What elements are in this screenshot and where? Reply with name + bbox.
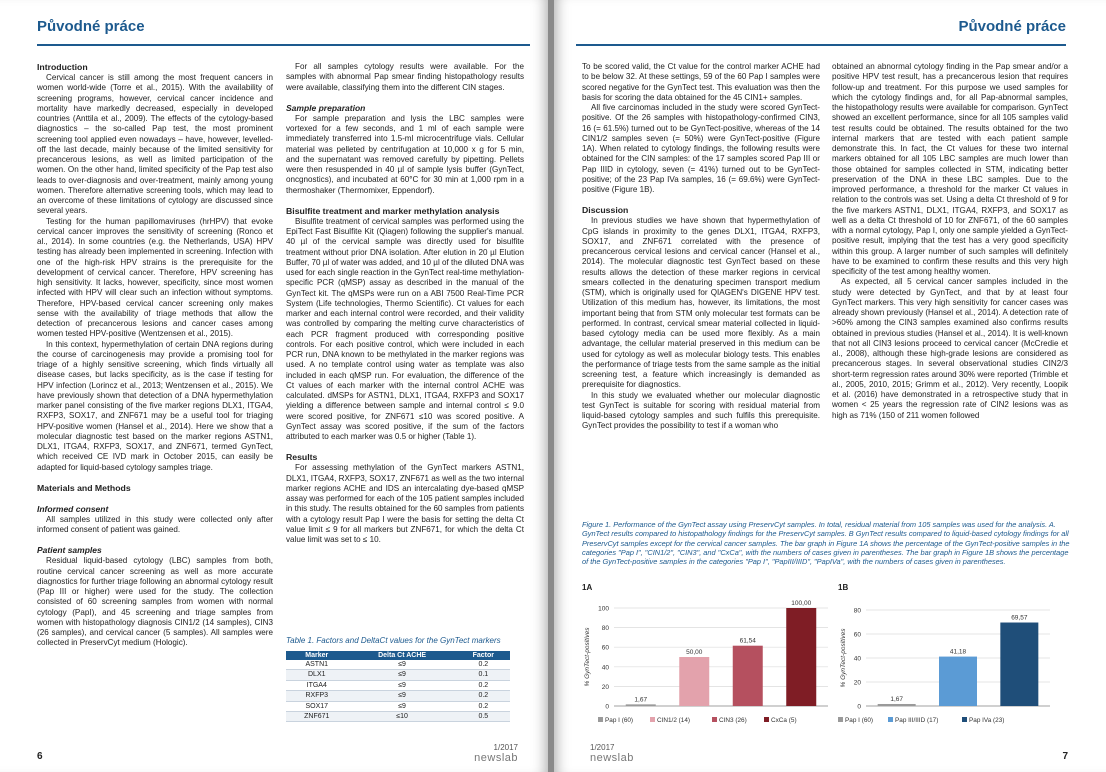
paragraph: For sample preparation and lysis the LBC samples were vortexed for a few seconds, and 1 ml of each sample were immediately transferred into 1.5-ml microcentrifuge vials. Cellular material was pelleted by centrifugation at 10,000 x g for 5 min, and the supernatant was removed carefully by pipetting. Pellets were then resuspended in 40 µl of sample lysis buffer (GynTect, oncgnostics), and incubated at 60°C for 30 min at 1,000 rpm in a thermoshaker (Thermomixer, Eppendorf). (286, 113, 524, 195)
section-heading: Introduction (37, 62, 88, 72)
legend-swatch (838, 717, 843, 722)
table-cell: 0.5 (457, 712, 510, 722)
text-column-2 (286, 62, 524, 545)
spacer (286, 442, 524, 452)
y-tick-label: 40 (601, 664, 609, 672)
table-cell: ASTN1 (286, 660, 348, 670)
y-tick-label: 0 (857, 703, 861, 711)
paragraph: obtained an abnormal cytology finding in the Pap smear and/or a positive HPV test result, has a precancerous lesion that requires follow-up and treatment. For this purpose we used samples for which the cytology findings and, for all Pap-abnormal samples, the histopathology results were available for comparison. GynTect showed an excellent performance, since for all 105 samples valid test results could be obtained. The results obtained for the two internal markers that are tested with each patient sample demonstrate this. In fact, the Ct values for these two internal markers obtained for all 105 LBC samples are much lower than those obtained for samples collected in STM, indicating better preservation of the DNA in these LBC samples. Due to the improved performance, a threshold for the marker Ct values in relation to the controls was set. Using a delta Ct threshold of 9 for the five markers ASTN1, DLX1, ITGA4, RXFP3, and SOX17 as well as a delta Ct threshold of 10 for ZNF671, of the 60 samples with a normal cytology, Pap I, only one sample yielded a GynTect-positive result, implying that the test has a very good specificity within this group. A larger number of such samples will definitely have to be examined to confirm these results and this very high specificity of the test among healthy women. (832, 62, 1068, 276)
paragraph: To be scored valid, the Ct value for the control marker ACHE had to be below 32. At these settings, 59 of the 60 Pap I samples were scored negative for the GynTect test. This evaluation was then the basis for scoring the data obtained for the 45 CIN1+ samples. (582, 62, 820, 102)
paragraph: As expected, all 5 cervical cancer samples included in the study were detected by GynTect, and that by at least four GynTect markers. This very high sensitivity for cancer cases was already shown previously (Hansel et al., 2014). A detection rate of >60% among the CIN3 samples examined also confirms results obtained in previous studies (Hansel et al., 2014). It is well-known that not all CIN3 lesions proceed to cervical cancer (McCredie et al., 2008), although these high-grade lesions are considered as precancerous stages. In several observational studies CIN2/3 short-term regression rates around 30% were reported (Trimble et al., 2005, 2010, 2015; Grimm et al., 2012). Very recently, Loopik et al. (2016) have demonstrated in a retrospective study that in women < 25 years the regression rate of CIN2 lesions was as high as 71% (150 of 211 women followed (832, 277, 1068, 420)
section-heading: Bisulfite treatment and marker methylation analysis (286, 205, 500, 216)
left-page (0, 0, 548, 772)
table-header: Delta Ct ACHE (348, 651, 457, 660)
table-cell: 0.2 (457, 691, 510, 701)
table-cell: SOX17 (286, 701, 348, 711)
subsection-heading: Sample preparation (286, 102, 366, 113)
header-rule (37, 44, 530, 46)
panel-label: 1B (838, 583, 849, 592)
data-label: 61,54 (739, 637, 756, 645)
data-label: 69,57 (1011, 614, 1028, 622)
table-1 (286, 636, 524, 722)
header-rule (576, 44, 1066, 46)
table-cell: RXFP3 (286, 691, 348, 701)
paragraph: Residual liquid-based cytology (LBC) samples from both, routine cervical cancer screening as well as more accurate diagnostics for further triage following an abnormal cytology result (Pap III or higher) were used for the study. The collection consisted of 60 screening samples from women with normal cytology (PapI), and 45 screening and triage samples from women with histopathology diagnosis CIN1/2 (14 samples), CIN3 (26 samples), and cervical cancer (5 samples). All samples were collected in PreservCyt medium (Hologic). (37, 556, 273, 648)
spacer (286, 93, 524, 103)
bar (878, 704, 916, 706)
spacer (37, 473, 273, 483)
table-cell: ≤10 (348, 712, 457, 722)
paragraph: Cervical cancer is still among the most frequent cancers in women world-wide (Torre et al., 2015). With the availability of screening programs, however, cervical cancer incidence and mortality have markedly decreased, especially in developed countries (Anttila et al., 2009). The effects of the cytology-based diagnostics – the so-called Pap test, the most prominent screening tool applied even nowadays – have, however, levelled-off the last decade, mainly because of the limited sensitivity for precancerous lesions, as well as limited participation of the women. On the other hand, limited specificity of the Pap test also leads to over-diagnosis and over-treatment, mainly among young women. Therefore alternative screening tools, which may lead to an overcome of these limitations of cytology are discussed since several years. (37, 73, 273, 216)
paragraph: For assessing methylation of the GynTect markers ASTN1, DLX1, ITGA4, RXFP3, SOX17, ZNF671 as well as the two internal marker regions ACHE and IDS an intercalating dye-based qMSP assay was performed for each of the 105 patient samples included in this study. The results obtained for the 60 samples from patients with a cytology result Pap I were the basis for setting the delta Ct value limit ≤ 9 for all markers but ZNF671, for which the delta Ct value limit was set to ≤ 10. (286, 463, 525, 544)
paragraph: All samples utilized in this study were collected only after informed consent of patient was gained. (37, 514, 273, 534)
data-label: 100,00 (791, 600, 812, 607)
paragraph: Bisulfite treatment of cervical samples was performed using the EpiTect Fast Bisulfite Kit (Qiagen) following the supplier's manual. 40 µl of the cervical sample was directly used for bisulfite treatment without prior DNA isolation. After elution in 20 µl Elution Buffer, 70 µl of water was added, and 10 µl of the diluted DNA was used for each single reaction in the GynTect real-time methylation-specific PCR (qMSP) assay as described in the manual of the GynTect kit. The qMSPs were run on a ABI 7500 Real-Time PCR System (Life technologies, Thermo Scientific). Ct values for each marker and each internal control were recorded, and their validity was controlled by comparing the melting curve characteristics of each PCR fragment produced with corresponding positive controls. For each positive control, which were included in each PCR run, DNA known to be methylated in the marker regions was used. A no template control using water as template was also included in each qMSP run. For evaluation, the difference of the Ct values of each marker with the internal control ACHE was calculated. dMSPs for ASTN1, DLX1, ITGA4, RXFP3 and SOX17 yielding a difference between sample and internal control ≤ 9.0 were scored positive, for ZNF671 ≤10 was scored positive. A GynTect assay was scored positive, if the sum of the factors attributed to each marker was 0.5 or higher (Table 1). (286, 216, 524, 441)
table-cell: ≤9 (348, 670, 457, 680)
legend-label: Pap I (60) (845, 717, 874, 724)
bar (733, 646, 763, 706)
data-label: 41,18 (949, 648, 967, 656)
chart-figure-1a (580, 582, 838, 732)
brand-logo: newslab (590, 752, 634, 764)
table-cell: ≤9 (348, 680, 457, 690)
legend-label: CIN1/2 (14) (657, 717, 691, 724)
section-heading: Results (286, 452, 318, 463)
issue-number: 1/2017 (590, 743, 615, 752)
table-cell: ZNF671 (286, 712, 348, 722)
panel-label: 1A (582, 583, 593, 592)
page-header: Původné práce (958, 18, 1066, 35)
y-tick-label: 0 (605, 703, 609, 711)
chart-figure-1b (836, 582, 1060, 732)
section-heading: Discussion (582, 205, 629, 216)
table-header: Marker (286, 651, 348, 660)
y-axis-label: % GynTect-positives (840, 628, 847, 688)
table-row (286, 670, 510, 680)
bar (626, 704, 656, 706)
table-cell: 0.2 (457, 701, 510, 711)
legend-label: CIN3 (26) (719, 717, 747, 724)
marker-table (286, 651, 510, 722)
spacer (286, 196, 524, 206)
bar (1000, 623, 1038, 706)
figure-caption: Figure 1. Performance of the GynTect assay using PreservCyt samples. In total, residual material from 105 samples was used for the analysis. A. GynTect results compared to histopathology findings for the PreservCyt samples. B GynTect results compared to liquid-based cytology findings for all PreservCyt samples except for the cervical cancer samples. The bar graph in Figure 1A shows the percentage of the GynTect-positive samples in the categories "Pap I", "CIN1/2", "CIN3", and "CxCa", with the numbers of cases given in parentheses. The bar graph in Figure 1B shows the percentage of the GynTect-positive samples in the categories "Pap I", "PapIII/IIID", "PapIVa", with the numbers of cases given in parentheses. (582, 520, 1070, 567)
spacer (37, 494, 273, 504)
text-column-1 (582, 62, 820, 432)
y-tick-label: 100 (598, 605, 609, 613)
table-row (286, 701, 510, 711)
legend-label: Pap IVa (23) (969, 717, 1005, 724)
page-header: Původné práce (37, 18, 145, 35)
data-label: 1,67 (890, 695, 903, 703)
spacer (37, 535, 273, 545)
table-cell: DLX1 (286, 670, 348, 680)
subsection-heading: Patient samples (37, 545, 102, 556)
bar (786, 608, 816, 706)
paragraph: All five carcinomas included in the study were scored GynTect-positive. Of the 26 samples with histopathology-confirmed CIN3, 16 (= 61.5%) turned out to be GynTect-positive, whereas of the 14 CIN1/2 samples seven (= 50%) were GynTect-positive (Figure 1A). When related to cytology findings, the following results were obtained for the CIN samples: of the 17 samples scored Pap III or Pap IIID in cytology, seven (= 41%) turned out to be GynTect-positive; of the 23 Pap IVa samples, 16 (= 69.6%) were GynTect-positive (Figure 1B). (582, 103, 820, 194)
issue-footer (474, 743, 518, 764)
bar (679, 657, 709, 706)
y-axis-label: % GynTect-positives (584, 627, 591, 687)
page-number: 7 (1062, 751, 1068, 762)
legend-label: Pap I (60) (605, 717, 634, 724)
legend-swatch (962, 717, 967, 722)
legend-swatch (712, 717, 717, 722)
brand-logo: newslab (474, 752, 518, 764)
paragraph: Testing for the human papillomaviruses (hrHPV) that evoke cervical cancer improves the sensitivity of screening (Ronco et al., 2014). In some countries (e.g. the Netherlands, USA) HPV testing has already been implemented in screening. Infection with one of the high-risk HPV strains is the prerequisite for the development of cervical cancer. Therefore, HPV screening has high sensitivity. It lacks, however, specificity, since most women infected with HPV will clear such an infection without symptoms. Therefore, HPV-based cervical cancer screening only makes sense with the availability of triage methods that allow the detection of precancerous lesions and cancer cases among women tested HPV-positive (Wentzensen et al., 2015). (37, 216, 273, 339)
table-cell: ≤9 (348, 691, 457, 701)
y-tick-label: 40 (853, 655, 861, 663)
data-label: 1,67 (634, 696, 648, 704)
table-row (286, 680, 510, 690)
y-tick-label: 80 (853, 607, 861, 615)
legend-swatch (598, 717, 603, 722)
table-row (286, 660, 510, 670)
table-cell: 0.2 (457, 680, 510, 690)
issue-number: 1/2017 (493, 743, 518, 752)
y-tick-label: 20 (853, 679, 861, 687)
table-row (286, 712, 510, 722)
y-tick-label: 20 (601, 683, 609, 691)
spacer (582, 195, 820, 205)
table-cell: ITGA4 (286, 680, 348, 690)
legend-label: CxCa (5) (771, 717, 797, 724)
table-cell: ≤9 (348, 701, 457, 711)
legend-label: Pap III/IIID (17) (895, 717, 939, 724)
paragraph: In this study we evaluated whether our molecular diagnostic test GynTect is suitable for scoring with residual material from liquid-based cytology samples and such fulfils this prerequisite. GynTect provides the possibility to test if a woman who (582, 390, 820, 431)
table-cell: 0.1 (457, 670, 510, 680)
paragraph: In this context, hypermethylation of certain DNA regions during the course of carcinogenesis may provide a promising tool for triage of a highly sensitive screening, which finds virtually all disease cases, but lacks specificity, as is the case if testing for HPV infection (Lorincz et al., 2013; Wentzensen et al., 2015). We have previously shown that detection of a DNA hypermethylation marker panel consisting of the five marker regions DLX1, ITGA4, RXFP3, SOX17, and ZNF671 may be a useful tool for triaging HPV-positive women (Hansel et al., 2014). Here we show that a molecular diagnostic test based on the marker regions ASTN1, DLX1, ITGA4, RXFP3, SOX17, and ZNF671, termed GynTect, which received CE IVD mark in October 2015, can easily be adapted for liquid-based cytology samples triage. (37, 339, 273, 472)
text-column-2 (832, 62, 1068, 421)
y-tick-label: 80 (601, 625, 609, 633)
legend-swatch (650, 717, 655, 722)
table-cell: ≤9 (348, 660, 457, 670)
right-page (554, 0, 1106, 772)
table-header: Factor (457, 651, 510, 660)
legend-swatch (764, 717, 769, 722)
table-row (286, 691, 510, 701)
table-caption: Table 1. Factors and DeltaCt values for the GynTect markers (286, 636, 501, 645)
section-heading: Materials and Methods (37, 482, 131, 493)
legend-swatch (888, 717, 893, 722)
table-cell: 0.2 (457, 660, 510, 670)
bar (939, 657, 977, 706)
text-column-1 (37, 62, 273, 649)
issue-footer (590, 743, 634, 764)
data-label: 50,00 (686, 649, 703, 656)
page-number: 6 (37, 751, 43, 762)
y-tick-label: 60 (601, 644, 609, 652)
paragraph: In previous studies we have shown that hypermethylation of CpG islands in proximity to the genes DLX1, ITGA4, RXFP3, SOX17, and ZNF671 correlated with the presence of precancerous cervical lesions and cervical cancer (Hansel et al., 2014). The molecular diagnostic test GynTect based on these results allows the detection of these marker regions in cervical smears collected in the denaturing specimen transport medium (STM), which is originally used for QIAGEN's DIGENE HPV test. Utilization of this medium has, however, its limitations, the most important being that from STM only molecular test formats can be performed. In contrast, cervical smear material collected in liquid-based cytology media can be used more flexibly. As a main advantage, the cellular material preserved in this medium can be used for cytology as well as molecular biology tests. This enables the performance of triage tests from the same sample as the initial screening test, a feature which increasingly is demanded as prerequisite for diagnostics. (582, 216, 820, 390)
y-tick-label: 60 (853, 631, 861, 639)
paragraph: For all samples cytology results were available. For the samples with abnormal Pap smear finding histopathology results were available, classifying them into the different CIN stages. (286, 62, 524, 92)
subsection-heading: Informed consent (37, 503, 109, 514)
